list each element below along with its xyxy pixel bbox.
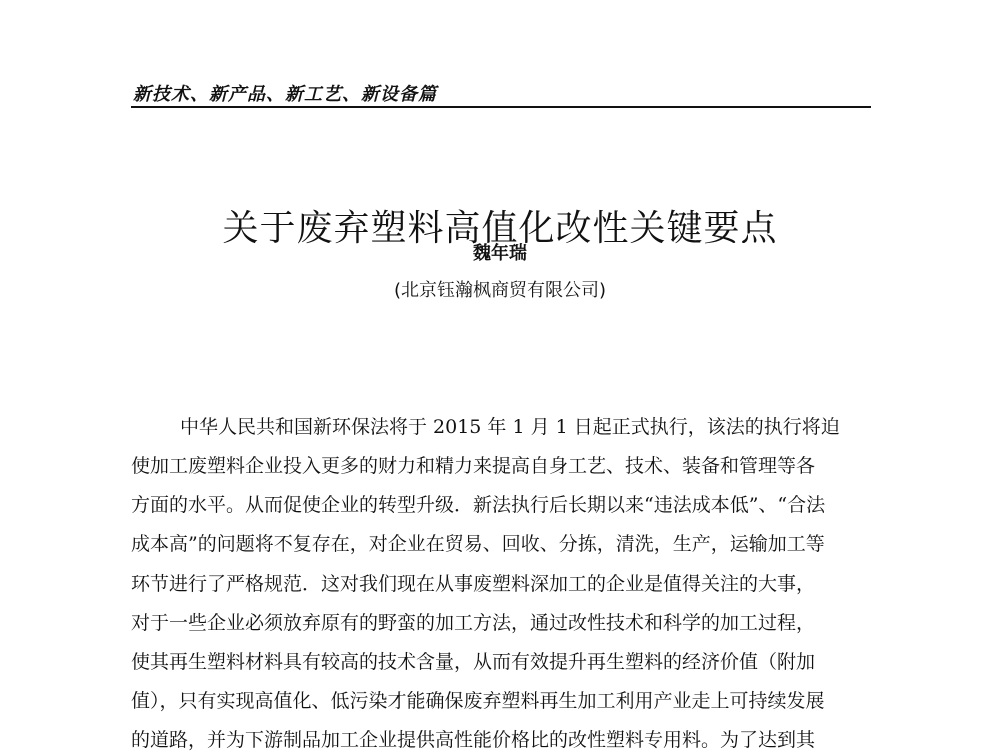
body-line: 成本高”的问题将不复存在，对企业在贸易、回收、分拣，清洗，生产，运输加工等 bbox=[131, 533, 825, 555]
author-affiliation: (北京钰瀚枫商贸有限公司) bbox=[393, 280, 607, 301]
body-line: 值），只有实现高值化、低污染才能确保废弃塑料再生加工利用产业走上可持续发展 bbox=[131, 690, 825, 712]
article-title: 关于废弃塑料高值化改性关键要点 bbox=[222, 208, 778, 250]
body-line: 的道路，并为下游制品加工企业提供高性能价格比的改性塑料专用料。为了达到其 bbox=[131, 729, 816, 751]
body-line: 环节进行了严格规范．这对我们现在从事废塑料深加工的企业是值得关注的大事， bbox=[131, 573, 816, 595]
author-name: 魏年瑞 bbox=[473, 243, 527, 264]
body-line: 使其再生塑料材料具有较高的技术含量，从而有效提升再生塑料的经济价值（附加 bbox=[131, 651, 816, 673]
body-line: 中华人民共和国新环保法将于 2015 年 1 月 1 日起正式执行，该法的执行将迫 bbox=[180, 416, 840, 438]
body-line: 使加工废塑料企业投入更多的财力和精力来提高自身工艺、技术、装备和管理等各 bbox=[131, 455, 816, 477]
body-line: 方面的水平。从而促使企业的转型升级．新法执行后长期以来“违法成本低”、“合法 bbox=[131, 494, 826, 516]
body-line: 对于一些企业必须放弃原有的野蛮的加工方法，通过改性技术和科学的加工过程， bbox=[131, 612, 816, 634]
running-header: 新技术、新产品、新工艺、新设备篇 bbox=[133, 84, 437, 105]
